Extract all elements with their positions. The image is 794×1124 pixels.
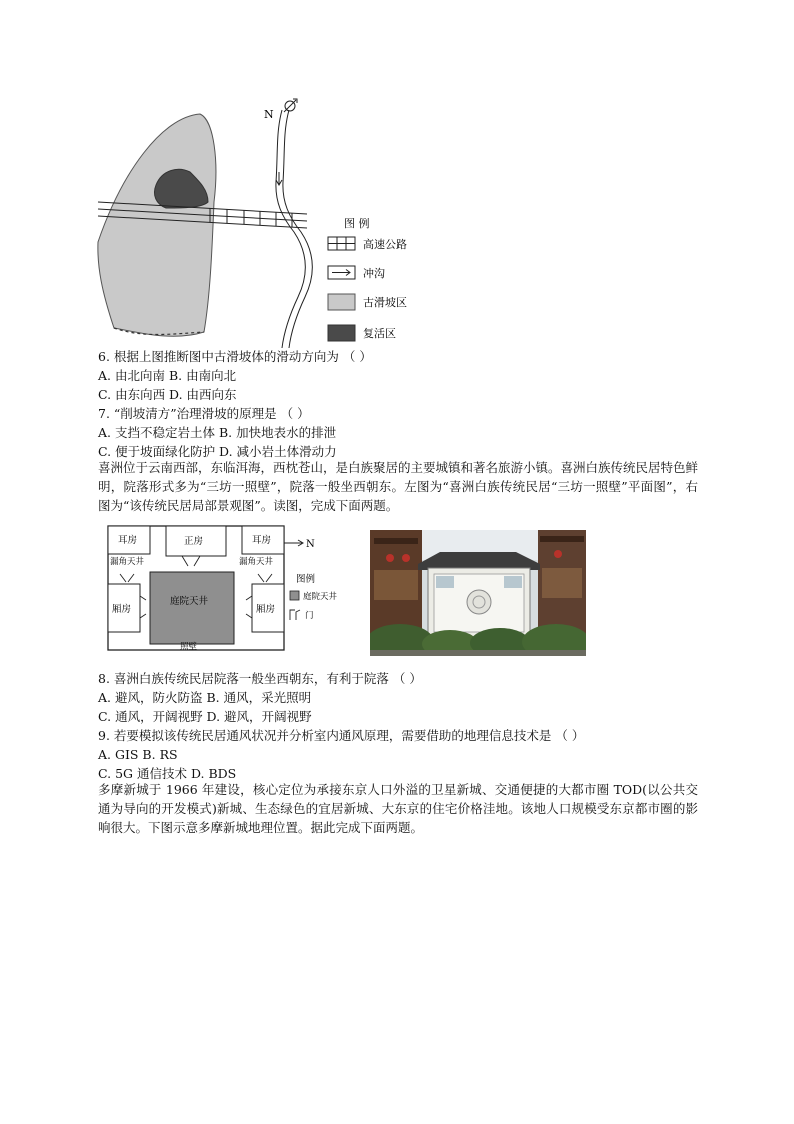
plan-legend-courtyard-swatch <box>290 591 299 600</box>
q6-options-ab: A. 由北向南 B. 由南向北 <box>98 368 237 383</box>
legend-ancient-swatch <box>328 294 355 310</box>
landslide-map <box>92 92 432 350</box>
q9-options-cd: C. 5G 通信技术 D. BDS <box>98 766 237 781</box>
intro-xizhou: 喜洲位于云南西部，东临洱海，西枕苍山，是白族聚居的主要城镇和著名旅游小镇。喜洲白族传统民居特色鲜明，院落形式多为“三坊一照壁”，院落一般坐西朝东。左图为“喜洲白族传统民居“三坊一照壁”平面图”，右图为“该传统民居局部景观图”。读图，完成下面两题。 <box>98 460 699 513</box>
gully-line <box>276 110 305 348</box>
q8-options-ab: A. 避风，防火防盗 B. 通风，采光照明 <box>98 690 312 705</box>
q9-options-ab: A. GIS B. RS <box>98 747 178 762</box>
room-screen-wall: 照壁 <box>180 642 198 652</box>
room-right-ear: 耳房 <box>252 535 272 546</box>
legend-title: 图 例 <box>344 217 370 230</box>
q8-options-cd: C. 通风，开阔视野 D. 避风，开阔视野 <box>98 709 312 724</box>
legend-revived-label: 复活区 <box>363 327 396 340</box>
legend-highway-icon <box>328 237 355 250</box>
q6-options-cd: C. 由东向西 D. 由西向东 <box>98 387 237 402</box>
plan-legend-door-icon <box>290 610 300 620</box>
gully-line <box>283 110 312 348</box>
compass-icon <box>284 99 297 112</box>
legend-ancient-label: 古滑坡区 <box>363 296 407 309</box>
plan-legend-title: 图例 <box>296 574 316 585</box>
intro-tama: 多摩新城于 1966 年建设，核心定位为承接东京人口外溢的卫星新城、交通便捷的大都市圈 TOD(以公共交通为导向的开发模式)新城、生态绿色的宜居新城、大东京的住宅价格洼地。该地人口规模受东京都市圈的影响很大。下图示意多摩新城地理位置。据此完成下面两题。 <box>98 782 698 835</box>
q7-stem: 7. “削坡清方”治理滑坡的原理是 （ ） <box>98 406 310 421</box>
room-left-wing: 厢房 <box>112 604 132 615</box>
room-courtyard: 庭院天井 <box>170 596 209 607</box>
q7-options-ab: A. 支挡不稳定岩土体 B. 加快地表水的排泄 <box>98 425 337 440</box>
legend-gully-label: 冲沟 <box>363 267 385 280</box>
ancient-landslide-zone <box>98 114 216 336</box>
residence-photo <box>370 530 586 656</box>
legend-revived-swatch <box>328 325 355 341</box>
room-main: 正房 <box>184 536 204 547</box>
room-right-wing: 厢房 <box>256 604 276 615</box>
legend-gully-icon <box>328 266 355 279</box>
plan-legend-door-label: 门 <box>305 611 314 621</box>
courtyard-plan <box>100 524 350 656</box>
q8-stem: 8. 喜洲白族传统民居院落一般坐西朝东，有利于院落 （ ） <box>98 671 422 686</box>
q7-options-cd: C. 便于坡面绿化防护 D. 减小岩土体滑动力 <box>98 444 337 459</box>
central-courtyard <box>150 572 234 644</box>
q6-stem: 6. 根据上图推断图中古滑坡体的滑动方向为 （ ） <box>98 349 372 364</box>
legend-highway-label: 高速公路 <box>363 238 407 251</box>
q9-stem: 9. 若要模拟该传统民居通风状况并分析室内通风原理，需要借助的地理信息技术是 （ ） <box>98 728 585 743</box>
plan-north-label: N <box>306 539 315 550</box>
room-right-well: 漏角天井 <box>239 557 274 567</box>
north-label: N <box>264 108 274 121</box>
room-left-ear: 耳房 <box>118 535 138 546</box>
room-left-well: 漏角天井 <box>110 557 145 567</box>
plan-legend-courtyard-label: 庭院天井 <box>303 592 338 602</box>
